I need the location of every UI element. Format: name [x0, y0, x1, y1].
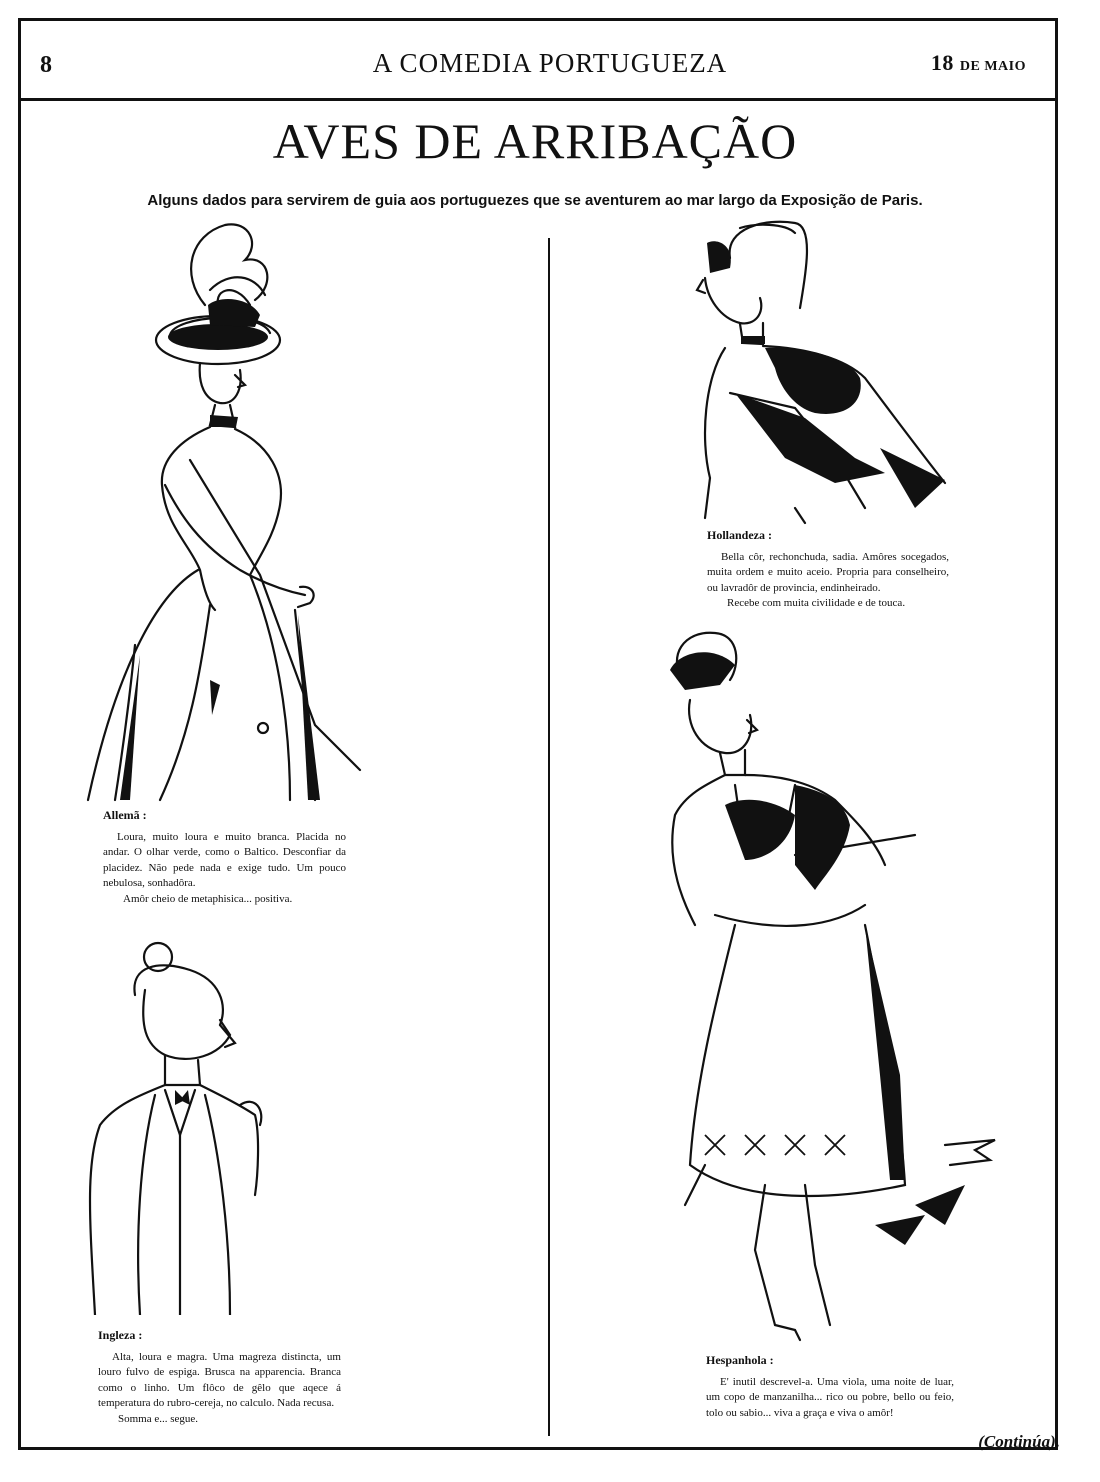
caption-hollandeza [707, 528, 949, 612]
continued-note: (Continúa). [978, 1432, 1060, 1451]
issue-day: 18 [930, 50, 954, 75]
caption-ingleza [98, 1328, 341, 1427]
article-title: AVES DE ARRIBAÇÃO [272, 113, 798, 169]
illustration-allema [60, 215, 410, 805]
caption-ingleza-last: Somma e... segue. [118, 1412, 199, 1425]
caption-allema-name: Allemã : [103, 808, 147, 822]
issue-date [931, 50, 1026, 76]
caption-hespanhola-name: Hespanhola : [706, 1353, 774, 1367]
issue-month: DE MAIO [959, 59, 1026, 74]
caption-hollandeza-name: Hollandeza : [707, 528, 772, 542]
caption-hespanhola-text: E' inutil descrevel-a. Uma viola, uma noite de luar, um copo de manzanilha... rico ou pobre, bello ou feio, tolo ou sabio... viva a graça e viva o amôr! [706, 1375, 954, 1419]
masthead: A COMEDIA PORTUGUEZA [372, 48, 728, 78]
caption-allema-text: Loura, muito loura e muito branca. Placida no andar. O olhar verde, como o Baltico. Desconfiar da placidez. Não pede nada e exige tudo. Um pouco nebulosa, sonhadôra. [103, 830, 346, 889]
illustration-hespanhola [645, 625, 1045, 1345]
article-subtitle: Alguns dados para servirem de guia aos portuguezes que se aventurem ao mar largo da Exposição de Paris. [147, 192, 923, 209]
caption-allema [103, 808, 346, 907]
column-divider [548, 238, 550, 1436]
header-rule [18, 98, 1058, 101]
caption-ingleza-text: Alta, loura e magra. Uma magreza distincta, um louro fulvo de espiga. Brusca na apparencia. Branca como o linho. Um flôco de gêlo que aqece á temperatura do rubro-cereja, no calculo. Nada recusa. [98, 1350, 341, 1409]
caption-allema-last: Amôr cheio de metaphisica... positiva. [123, 892, 293, 905]
caption-hollandeza-text: Bella côr, rechonchuda, sadia. Amôres socegados, muita ordem e muito aceio. Propria para conselheiro, ou lavradôr de provincia, endinheirado. [707, 550, 949, 594]
caption-hollandeza-last: Recebe com muita civilidade e de touca. [727, 597, 906, 609]
illustration-hollandeza [685, 218, 955, 528]
caption-hespanhola [706, 1353, 954, 1421]
illustration-ingleza [80, 935, 280, 1315]
caption-ingleza-name: Ingleza : [98, 1328, 143, 1342]
page-number: 8 [40, 52, 52, 78]
